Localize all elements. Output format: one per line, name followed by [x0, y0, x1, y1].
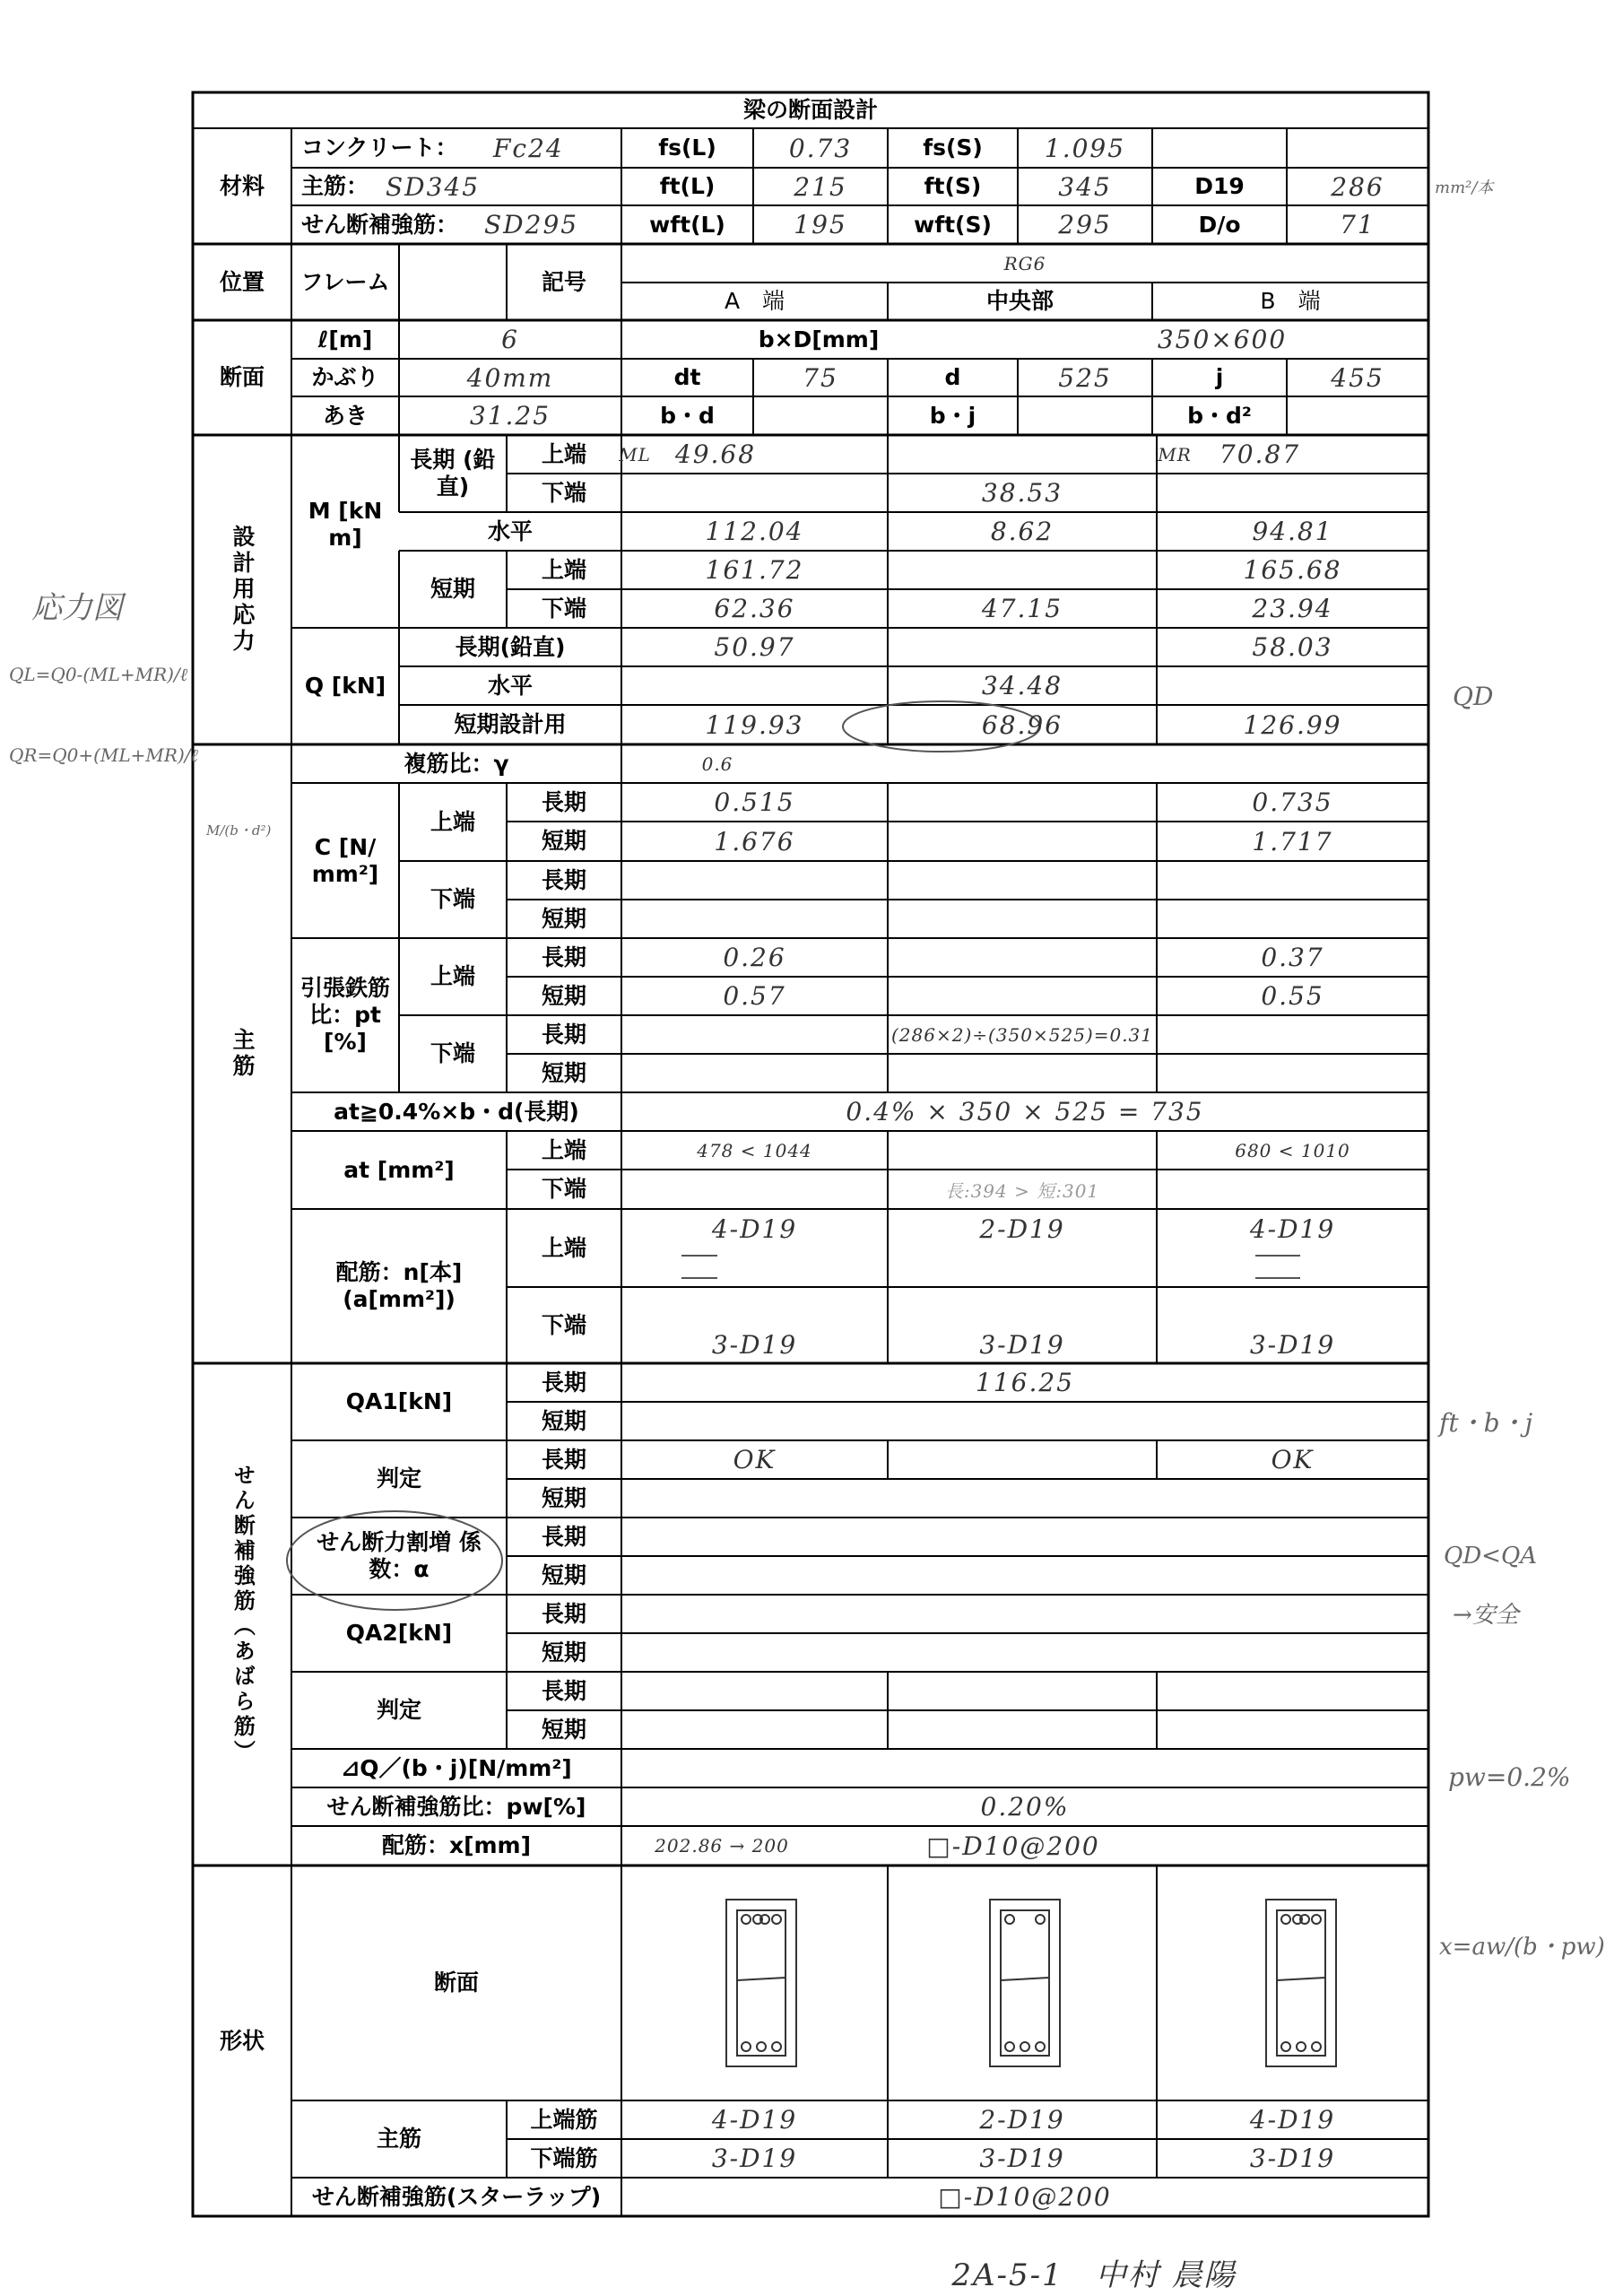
symbol-label: 記号	[541, 268, 586, 295]
ratio-value: 0.6	[701, 752, 733, 775]
gap-label: あき	[322, 402, 368, 429]
shape-upper-b: 4-D19	[1249, 2105, 1336, 2135]
symbol-value: RG6	[1003, 252, 1046, 274]
pt-ll-note: (286×2)÷(350×525)=0.31	[890, 1023, 1154, 1046]
ftl-label: ft(L)	[659, 173, 716, 199]
c-us-b: 1.717	[1252, 826, 1333, 857]
d10-value: 71	[1340, 210, 1376, 239]
margin-note-x: x=aw/(b・pw)	[1439, 1934, 1605, 1961]
shape-label: 形状	[219, 2027, 265, 2054]
fss-label: fs(S)	[923, 135, 983, 161]
c-us-label: 短期	[541, 828, 586, 854]
pt-us-a: 0.57	[723, 981, 786, 1011]
center-label: 中央部	[985, 288, 1054, 314]
margin-note-ql: QL=Q0-(ML+MR)/ℓ	[9, 664, 188, 685]
upper-bar-label: 上端筋	[530, 2106, 598, 2133]
short-lower-b: 23.94	[1252, 594, 1333, 623]
margin-note-stress-diagram: 応力図	[31, 590, 123, 626]
q-horizontal-label: 水平	[487, 672, 533, 699]
ml-prefix: ML	[619, 443, 651, 465]
ratio-label: 複筋比：γ	[404, 750, 509, 777]
x-label: 配筋：x[mm]	[381, 1832, 532, 1858]
short-lower-a: 62.36	[714, 594, 795, 623]
shear-bar-value: SD295	[484, 210, 579, 239]
c-ul-label: 長期	[541, 788, 586, 815]
shear-section-label: せん断補強筋（あばら筋）	[230, 1464, 256, 1765]
stirrup-label: せん断補強筋(スターラップ)	[311, 2183, 602, 2210]
bar-upper-a: 4-D19	[711, 1214, 798, 1244]
pt-us-label: 短期	[541, 982, 586, 1009]
at-min-label: at≧0.4%×b・d(長期)	[334, 1098, 579, 1125]
j-label: j	[1215, 364, 1224, 390]
pw-value: 0.20%	[980, 1792, 1070, 1822]
judge-short-label: 短期	[541, 1484, 586, 1511]
shape-upper-a: 4-D19	[711, 2105, 798, 2135]
frame-label: フレーム	[300, 268, 390, 295]
bd-product-label: b・d	[660, 402, 715, 429]
bar-lower-c: 3-D19	[979, 1329, 1065, 1360]
c-ls-label: 短期	[541, 905, 586, 932]
design-stress-label: 設計用応力	[230, 525, 256, 655]
wfts-value: 295	[1058, 210, 1112, 239]
span-label: ℓ[m]	[317, 326, 373, 352]
bd-label: b×D[mm]	[758, 326, 880, 352]
shape-section-label: 断面	[433, 1970, 479, 1996]
margin-note-c-formula: M/(b・d²)	[206, 822, 272, 839]
fss-value: 1.095	[1044, 133, 1126, 163]
bar-lower-b: 3-D19	[1249, 1329, 1336, 1360]
fsl-value: 0.73	[788, 133, 853, 163]
section-label: 断面	[219, 364, 265, 390]
concrete-label: コンクリート：	[301, 135, 458, 161]
j-value: 455	[1331, 362, 1384, 393]
margin-note-qd-qa: QD<QA	[1444, 1543, 1538, 1570]
alpha-short-label: 短期	[541, 1561, 586, 1588]
margin-note-ftbj: ft・b・j	[1439, 1408, 1533, 1438]
qa2-long-label: 長期	[541, 1600, 586, 1627]
at-lower-label: 下端	[541, 1176, 586, 1202]
margin-note-safe: →安全	[1453, 1602, 1519, 1629]
mr-prefix: MR	[1158, 443, 1192, 465]
qa2-label: QA2[kN]	[345, 1620, 453, 1646]
horiz-a: 112.04	[705, 517, 804, 546]
q-long-label: 長期(鉛直)	[455, 633, 566, 660]
judge-b: OK	[1271, 1445, 1315, 1474]
shape-upper-c: 2-D19	[979, 2105, 1065, 2135]
bj-label: b・j	[929, 402, 976, 429]
d-value: 525	[1058, 362, 1112, 393]
qa1-short-label: 短期	[541, 1407, 586, 1434]
alpha-long-label: 長期	[541, 1523, 586, 1550]
c-us-a: 1.676	[714, 826, 795, 857]
at-upper-b: 680 < 1010	[1235, 1139, 1350, 1161]
short-lower-label: 下端	[541, 595, 586, 622]
short-upper-b: 165.68	[1243, 555, 1342, 585]
rebar-value: SD345	[386, 171, 481, 202]
at-upper-label: 上端	[541, 1136, 586, 1163]
d19-label: D19	[1194, 173, 1245, 199]
judge2-short-label: 短期	[541, 1716, 586, 1743]
section-diagram-b	[1266, 1900, 1336, 2066]
position-label: 位置	[219, 268, 265, 295]
c-lower-label: 下端	[430, 886, 475, 912]
qa1-value: 116.25	[976, 1368, 1074, 1397]
margin-note-qr: QR=Q0+(ML+MR)/ℓ	[9, 744, 198, 766]
mr-value: 70.87	[1219, 439, 1301, 469]
fts-label: ft(S)	[924, 173, 982, 199]
section-diagram-center	[990, 1900, 1060, 2066]
bar-upper-label: 上端	[541, 1234, 586, 1261]
margin-note-qd: QD	[1453, 682, 1494, 711]
bdd-label: b・d²	[1187, 402, 1252, 429]
qa1-long-label: 長期	[541, 1369, 586, 1396]
fsl-label: fs(L)	[658, 135, 716, 161]
shape-lower-b: 3-D19	[1249, 2144, 1336, 2173]
bar-upper-c: 2-D19	[979, 1214, 1065, 1244]
page-title: 梁の断面設計	[742, 97, 878, 123]
section-diagram-a	[726, 1900, 796, 2066]
short-lower-c: 47.15	[981, 594, 1063, 623]
horiz-b: 94.81	[1252, 517, 1333, 546]
d-label: d	[944, 364, 961, 390]
unit-note: mm²/本	[1435, 178, 1494, 197]
dt-value: 75	[803, 362, 838, 393]
c-ul-b: 0.735	[1252, 787, 1333, 817]
d10-label: D/o	[1198, 211, 1241, 238]
pt-label: 引張鉄筋比：pt [%]	[299, 975, 390, 1055]
concrete-value: Fc24	[493, 133, 564, 163]
footer-signature: 2A-5-1 中村 晨陽	[951, 2257, 1237, 2293]
at-lower-c: 長:394 > 短:301	[944, 1179, 1100, 1202]
ml-value: 49.68	[674, 439, 757, 469]
at-upper-a: 478 < 1044	[697, 1139, 812, 1161]
judge-label: 判定	[376, 1465, 421, 1492]
wftl-label: wft(L)	[649, 211, 725, 238]
materials-label: 材料	[219, 172, 265, 199]
c-upper-label: 上端	[430, 808, 475, 835]
pt-ul-a: 0.26	[723, 943, 786, 972]
q-short-a: 119.93	[705, 709, 804, 740]
at-min-value: 0.4% × 350 × 525 = 735	[846, 1097, 1204, 1126]
stirrup-value: □-D10@200	[938, 2182, 1112, 2212]
pt-ls-label: 短期	[541, 1059, 586, 1086]
short-upper-label: 上端	[541, 556, 586, 583]
horiz-c: 8.62	[990, 517, 1055, 546]
shape-lower-c: 3-D19	[979, 2144, 1065, 2173]
b-end-label: B 端	[1260, 288, 1321, 314]
c-ll-label: 長期	[541, 866, 586, 893]
judge2-long-label: 長期	[541, 1677, 586, 1704]
pw-label: せん断補強筋比：pw[%]	[326, 1793, 586, 1820]
q-long-b: 58.03	[1252, 632, 1333, 662]
q-short-label: 短期設計用	[454, 711, 567, 737]
pt-ul-b: 0.37	[1261, 943, 1324, 972]
q-label: Q [kN]	[304, 673, 386, 699]
q-short-b: 126.99	[1243, 709, 1342, 740]
judge2-label: 判定	[376, 1697, 421, 1723]
dt-label: dt	[673, 364, 701, 390]
pt-ll-label: 長期	[541, 1021, 586, 1048]
m-label: M [kN m]	[308, 498, 383, 551]
short-upper-a: 161.72	[705, 555, 804, 585]
span-value: 6	[501, 325, 519, 354]
bar-arrangement-label: 配筋：n[本] (a[mm²])	[335, 1259, 463, 1312]
bar-lower-label: 下端	[541, 1311, 586, 1338]
lower-bar-label: 下端筋	[530, 2144, 598, 2171]
x-note: 202.86 → 200	[655, 1835, 789, 1857]
short-label: 短期	[430, 576, 475, 602]
c-label: C [N/ mm²]	[311, 833, 379, 887]
at-label: at [mm²]	[343, 1156, 455, 1183]
judge-a: OK	[733, 1445, 777, 1474]
bd-value: 350×600	[1157, 325, 1288, 354]
pt-us-b: 0.55	[1261, 981, 1324, 1011]
qa1-label: QA1[kN]	[345, 1388, 453, 1414]
shape-main-label: 主筋	[376, 2126, 421, 2152]
pt-upper-label: 上端	[430, 963, 475, 989]
bar-upper-b: 4-D19	[1249, 1214, 1336, 1244]
wftl-value: 195	[794, 210, 847, 239]
pt-ul-label: 長期	[541, 944, 586, 970]
a-end-label: A 端	[724, 288, 785, 314]
fts-value: 345	[1058, 171, 1112, 202]
pt-lower-label: 下端	[430, 1040, 475, 1066]
ftl-value: 215	[794, 171, 847, 202]
qa2-short-label: 短期	[541, 1639, 586, 1665]
q-horiz-c: 34.48	[981, 671, 1063, 700]
long-lower-label: 下端	[541, 479, 586, 506]
shape-lower-a: 3-D19	[711, 2144, 798, 2173]
main-rebar-label: 主筋	[230, 1028, 256, 1080]
cover-value: 40mm	[466, 362, 554, 393]
x-value: □-D10@200	[926, 1831, 1100, 1861]
bar-lower-a: 3-D19	[711, 1329, 798, 1360]
c-ul-a: 0.515	[714, 787, 795, 817]
gap-value: 31.25	[469, 401, 551, 430]
rebar-label: 主筋：	[301, 173, 369, 199]
dq-label: ⊿Q／(b・j)[N/mm²]	[341, 1754, 572, 1781]
horizontal-label: 水平	[487, 517, 533, 544]
alpha-label: せん断力割増 係数：α	[317, 1529, 482, 1582]
judge-long-label: 長期	[541, 1446, 586, 1473]
margin-note-pw: pw=0.2%	[1448, 1762, 1571, 1792]
long-vertical-label: 長期 (鉛直)	[410, 447, 496, 500]
long-upper-label: 上端	[541, 440, 586, 467]
q-long-a: 50.97	[714, 632, 795, 662]
cover-label: かぶり	[311, 364, 379, 390]
shear-bar-label: せん断補強筋：	[301, 211, 459, 238]
wfts-label: wft(S)	[914, 211, 992, 238]
d19-value: 286	[1331, 171, 1384, 202]
long-lower-center: 38.53	[981, 478, 1063, 508]
q-short-c: 68.96	[981, 709, 1063, 740]
